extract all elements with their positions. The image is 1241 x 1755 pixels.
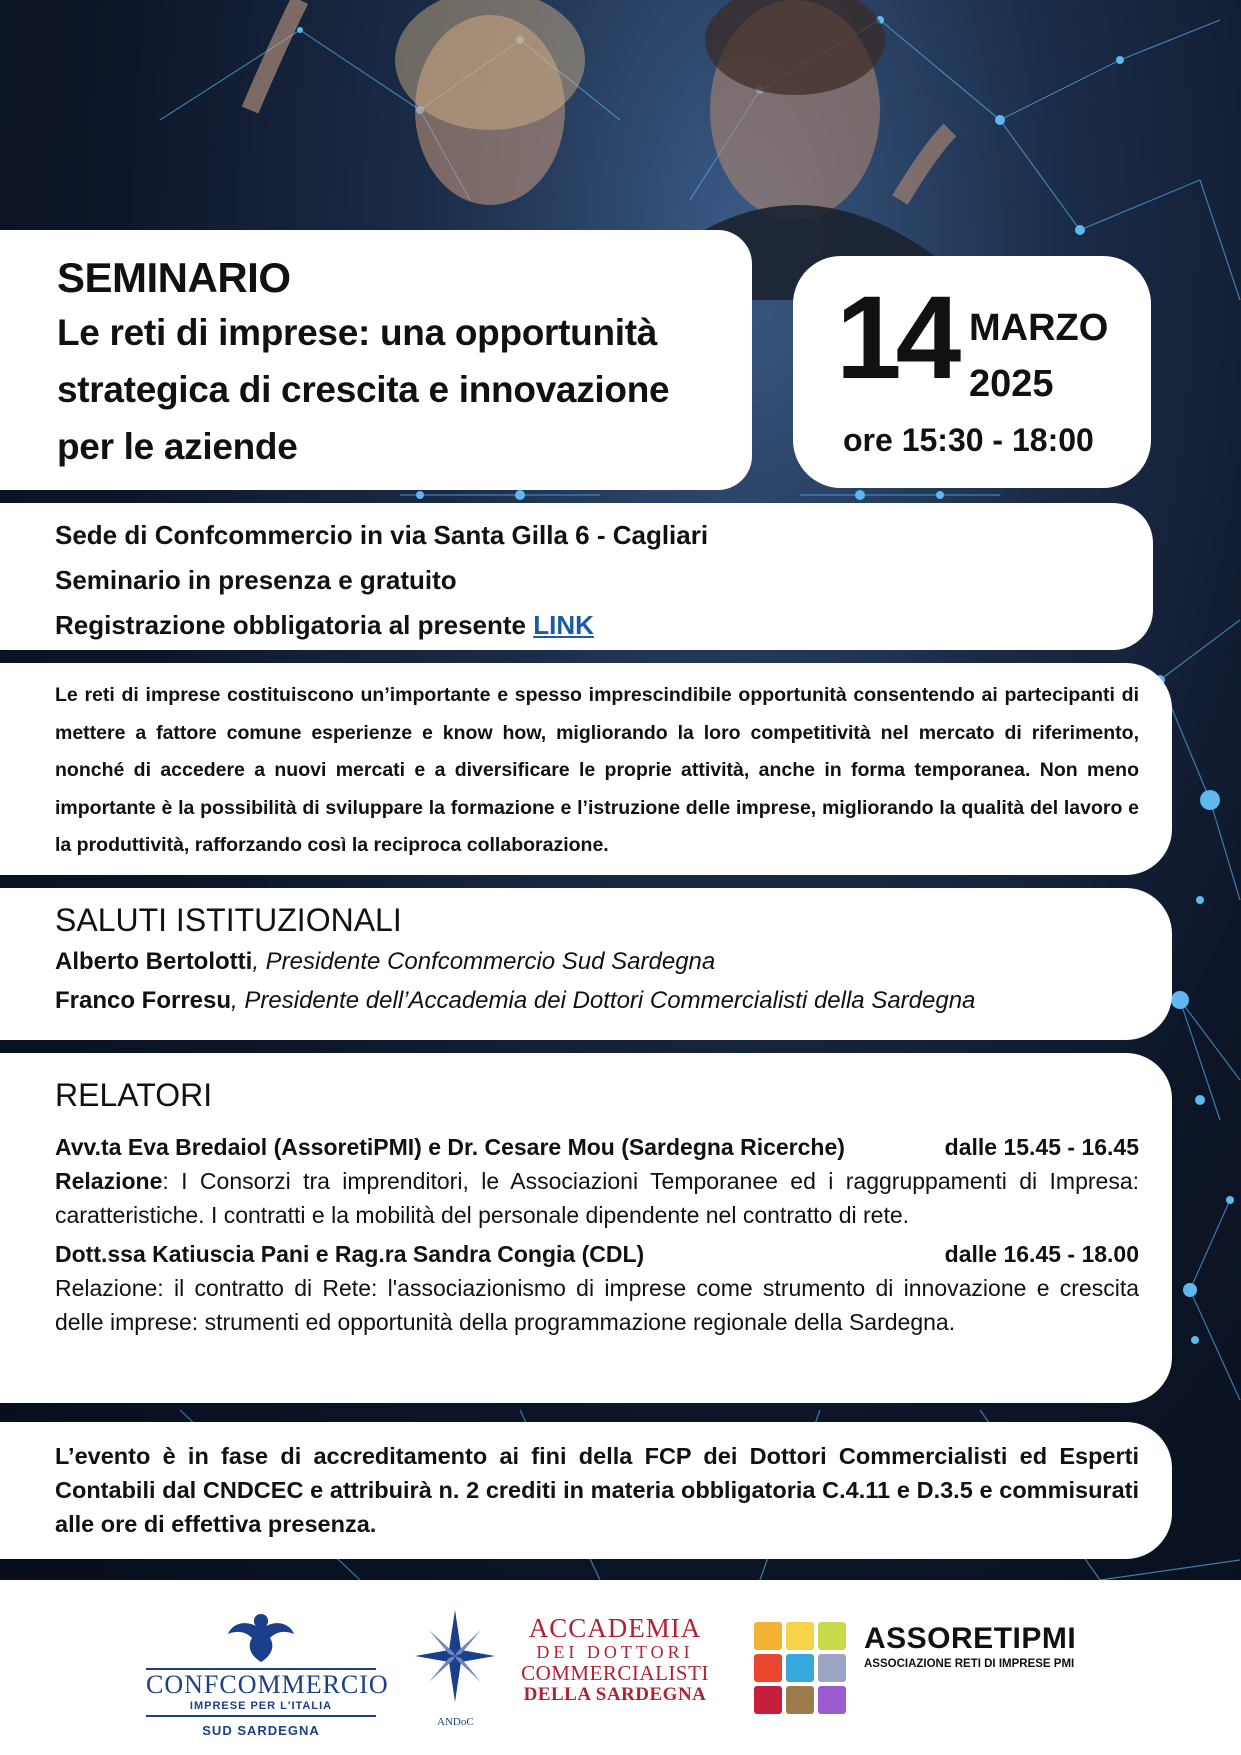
venue-card xyxy=(0,503,1153,650)
date-card xyxy=(793,256,1151,488)
accademia-line-4: DELLA SARDEGNA xyxy=(523,1684,707,1705)
seminar-title-line-2: strategica di crescita e innovazione xyxy=(57,369,670,410)
talk-text: : I Consorzi tra imprenditori, le Associazioni Temporanee ed i raggruppamenti di Impresa: caratteristiche. I contratti e la mobilità del personale dipendente nel contratto di rete. xyxy=(55,1168,1139,1228)
venue-format: Seminario in presenza e gratuito xyxy=(55,565,457,595)
seminar-label: SEMINARIO xyxy=(57,254,291,301)
registration-link[interactable]: LINK xyxy=(533,610,594,640)
greeting-person-name: Alberto Bertolotti xyxy=(55,948,253,975)
confcommercio-name: CONFCOMMERCIO xyxy=(146,1670,389,1699)
event-hours: ore 15:30 - 18:00 xyxy=(843,422,1094,458)
greetings-card xyxy=(0,888,1172,1040)
eagle-icon xyxy=(226,1606,296,1666)
description-card xyxy=(0,663,1172,875)
cubes-grid-icon xyxy=(752,1620,848,1716)
talk-header xyxy=(55,1131,1139,1164)
description-text: Le reti di imprese costituiscono un’importante e spesso imprescindibile opportunità consentendo ai partecipanti di mettere a fattore comune esperienze e know how, migliorando la loro competitività nel mercato di riferimento, nonché di accedere a nuovi mercati e a diversificare le proprie attività, anche in forma temporanea. Non meno importante è la possibilità di sviluppare la formazione e l’istruzione delle imprese, migliorando la qualità del lavoro e la produttività, rafforzando così la reciproca collaborazione. xyxy=(55,684,1139,856)
registration-line xyxy=(55,603,1133,648)
event-year: 2025 xyxy=(969,363,1054,405)
talk-speakers: Avv.ta Eva Bredaiol (AssoretiPMI) e Dr. Cesare Mou (Sardegna Ricerche) xyxy=(55,1134,845,1160)
venue-address: Sede di Confcommercio in via Santa Gilla 6 - Cagliari xyxy=(55,520,709,550)
talk-speakers: Dott.ssa Katiuscia Pani e Rag.ra Sandra Congia (CDL) xyxy=(55,1241,645,1267)
title-card xyxy=(0,230,752,490)
accademia-logo xyxy=(415,1610,715,1740)
greeting-person-role: , Presidente dell’Accademia dei Dottori Commercialisti della Sardegna xyxy=(231,987,976,1014)
compass-star-icon xyxy=(415,1610,495,1710)
talk-time: dalle 15.45 - 16.45 xyxy=(944,1134,1139,1160)
seminar-title-line-1: Le reti di imprese: una opportunità xyxy=(57,312,658,353)
speakers-card xyxy=(0,1053,1172,1403)
accademia-line-1: ACCADEMIA xyxy=(528,1613,702,1643)
confcommercio-logo xyxy=(146,1606,389,1738)
confcommercio-tagline: IMPRESE PER L'ITALIA xyxy=(146,1700,376,1717)
greeting-person xyxy=(55,942,1152,981)
confcommercio-region: SUD SARDEGNA xyxy=(202,1723,320,1738)
greetings-heading: SALUTI ISTITUZIONALI xyxy=(55,902,402,938)
assoretipmi-tagline: ASSOCIAZIONE RETI DI IMPRESE PMI xyxy=(864,1658,1075,1670)
registration-text: Registrazione obbligatoria al presente xyxy=(55,610,534,640)
greeting-person-role: , Presidente Confcommercio Sud Sardegna xyxy=(252,948,716,975)
assoretipmi-name: ASSORETIPMI xyxy=(864,1622,1077,1655)
speakers-heading: RELATORI xyxy=(55,1077,213,1113)
talk-label: Relazione xyxy=(55,1168,163,1194)
accademia-line-3: COMMERCIALISTI xyxy=(521,1661,709,1685)
accreditation-card xyxy=(0,1422,1172,1559)
assoretipmi-logo xyxy=(752,1620,1102,1720)
talk-description xyxy=(55,1164,1139,1232)
accreditation-text: L’evento è in fase di accreditamento ai fini della FCP dei Dottori Commercialisti ed Esperti Contabili dal CNDCEC e attribuirà n. 2 crediti in materia obbligatoria C.4.11 e D.3.5 e commisurati alle ore di effettiva presenza. xyxy=(55,1443,1139,1537)
accademia-mark: ANDoC xyxy=(437,1716,474,1728)
event-month: MARZO xyxy=(969,307,1109,349)
talk-header xyxy=(55,1238,1139,1271)
talk-description: Relazione: il contratto di Rete: l'associazionismo di imprese come strumento di innovazione e crescita delle imprese: strumenti ed opportunità della programmazione regionale della Sardegna. xyxy=(55,1275,1139,1335)
talk-time: dalle 16.45 - 18.00 xyxy=(944,1241,1139,1267)
footer-logos xyxy=(0,1580,1241,1755)
event-day: 14 xyxy=(836,272,956,404)
seminar-title-line-3: per le aziende xyxy=(57,426,298,467)
greeting-person xyxy=(55,981,1152,1020)
accademia-line-2: DEI DOTTORI xyxy=(536,1642,694,1662)
greeting-person-name: Franco Forresu xyxy=(55,987,232,1014)
